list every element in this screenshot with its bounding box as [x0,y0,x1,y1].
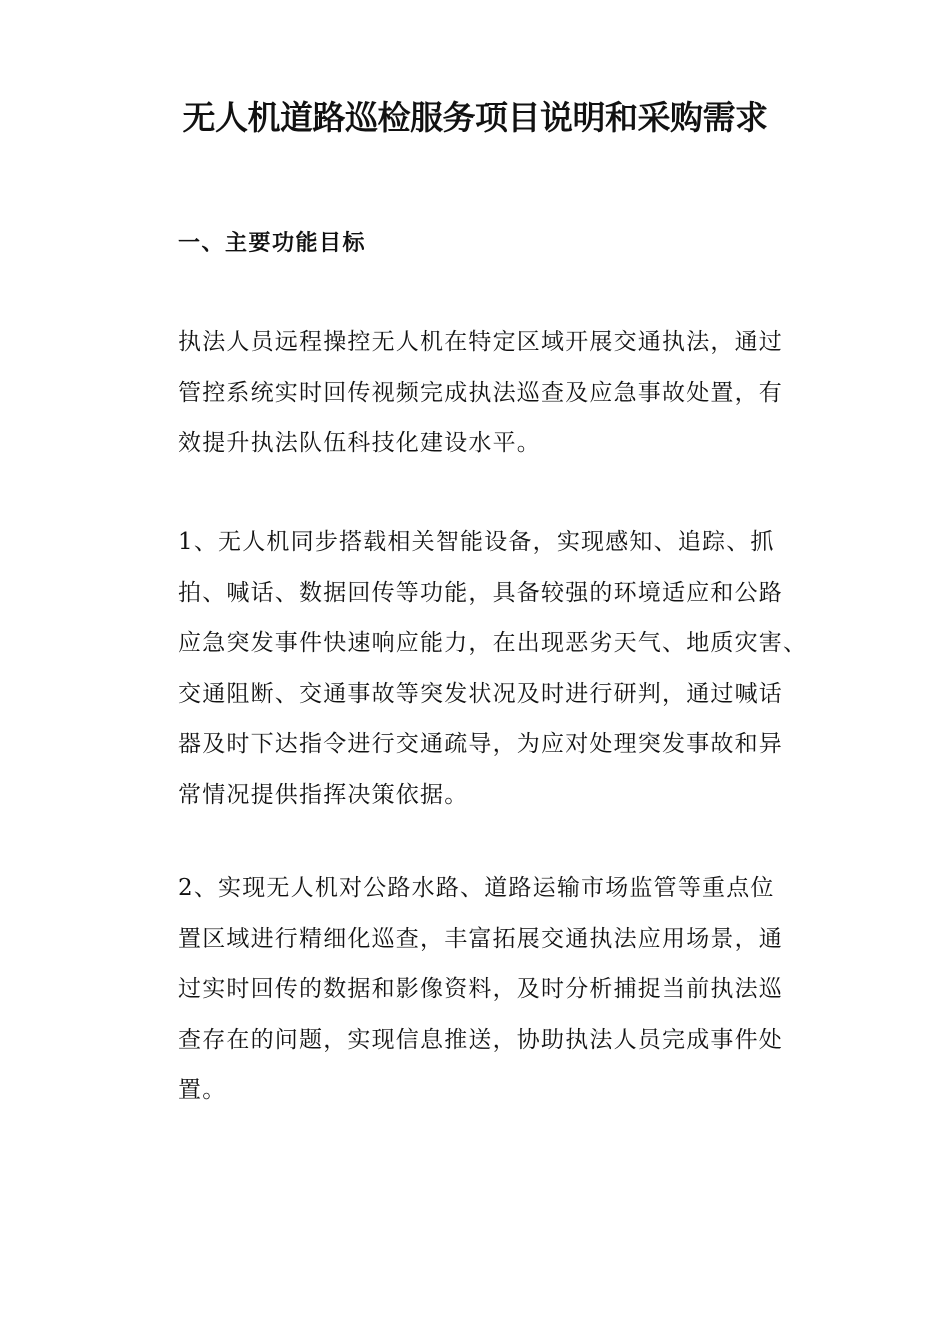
item-1-line: 应急突发事件快速响应能力，在出现恶劣天气、地质灾害、 [178,630,808,656]
item-2-line: 置。 [178,1077,227,1103]
item-2-line: 查存在的问题，实现信息推送，协助执法人员完成事件处 [178,1026,783,1053]
item-2-line: 过实时回传的数据和影像资料，及时分析捕捉当前执法巡 [178,976,783,1002]
item-1-line: 交通阻断、交通事故等突发状况及时进行研判，通过喊话 [178,680,783,707]
item-1-paragraph [178,517,818,820]
item-1-line: 1、无人机同步搭载相关智能设备，实现感知、追踪、抓 [178,529,775,555]
item-1-line: 拍、喊话、数据回传等功能，具备较强的环境适应和公路 [178,579,783,606]
item-2-paragraph [178,863,818,1116]
intro-line: 效提升执法队伍科技化建设水平。 [178,430,541,456]
item-1-line: 常情况提供指挥决策依据。 [178,781,469,808]
document-title: 无人机道路巡检服务项目说明和采购需求 [182,98,768,137]
section-heading: 一、主要功能目标 [178,230,367,256]
item-1-line: 器及时下达指令进行交通疏导，为应对处理突发事故和异 [178,731,783,757]
intro-paragraph [178,317,818,469]
intro-line: 执法人员远程操控无人机在特定区域开展交通执法，通过 [178,329,783,355]
item-2-line: 2、实现无人机对公路水路、道路运输市场监管等重点位 [178,875,775,901]
item-2-line: 置区域进行精细化巡查，丰富拓展交通执法应用场景，通 [178,925,783,952]
intro-line: 管控系统实时回传视频完成执法巡查及应急事故处置，有 [178,379,783,406]
